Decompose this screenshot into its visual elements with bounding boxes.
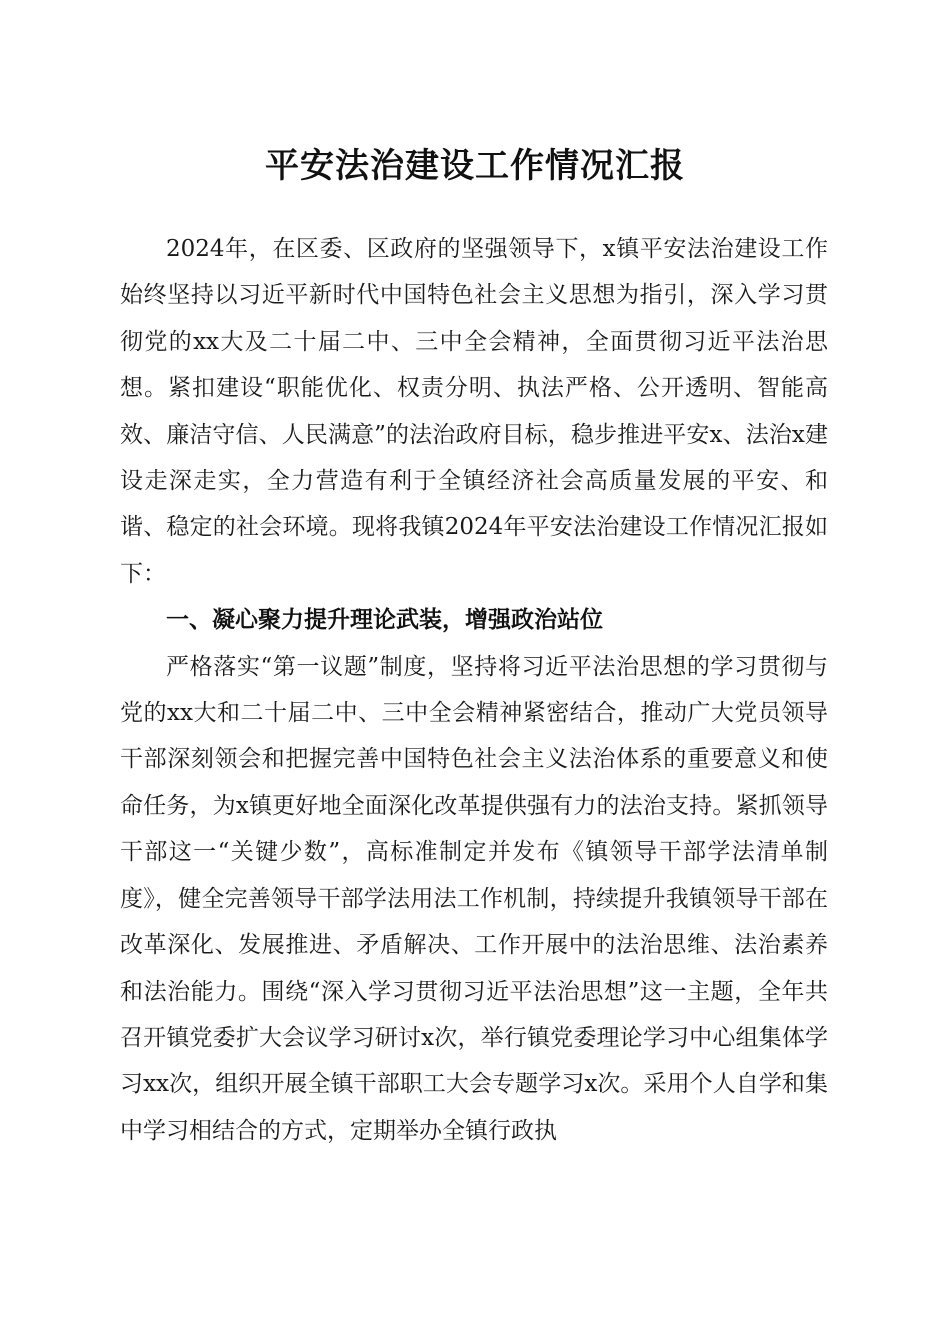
document-body [120, 226, 828, 1154]
intro-paragraph: 2024年，在区委、区政府的坚强领导下，x镇平安法治建设工作始终坚持以习近平新时代中国特色社会主义思想为指引，深入学习贯彻党的xx大及二十届二中、三中全会精神，全面贯彻习近平法治思想。紧扣建设“职能优化、权责分明、执法严格、公开透明、智能高效、廉洁守信、人民满意”的法治政府目标，稳步推进平安x、法治x建设走深走实，全力营造有利于全镇经济社会高质量发展的平安、和谐、稳定的社会环境。现将我镇2024年平安法治建设工作情况汇报如下： [120, 236, 828, 587]
document-title: 平安法治建设工作情况汇报 [265, 146, 685, 186]
section-paragraph: 严格落实“第一议题”制度，坚持将习近平法治思想的学习贯彻与党的xx大和二十届二中、三中全会精神紧密结合，推动广大党员领导干部深刻领会和把握完善中国特色社会主义法治体系的重要意义和使命任务，为x镇更好地全面深化改革提供强有力的法治支持。紧抓领导干部这一“关键少数”，高标准制定并发布《镇领导干部学法清单制度》，健全完善领导干部学法用法工作机制，持续提升我镇领导干部在改革深化、发展推进、矛盾解决、工作开展中的法治思维、法治素养和法治能力。围绕“深入学习贯彻习近平法治思想”这一主题，全年共召开镇党委扩大会议学习研讨x次，举行镇党委理论学习中心组集体学习xx次，组织开展全镇干部职工大会专题学习x次。采用个人自学和集中学习相结合的方式，定期举办全镇行政执 [120, 653, 828, 1144]
section-heading: 一、凝心聚力提升理论武装，增强政治站位 [166, 607, 603, 634]
